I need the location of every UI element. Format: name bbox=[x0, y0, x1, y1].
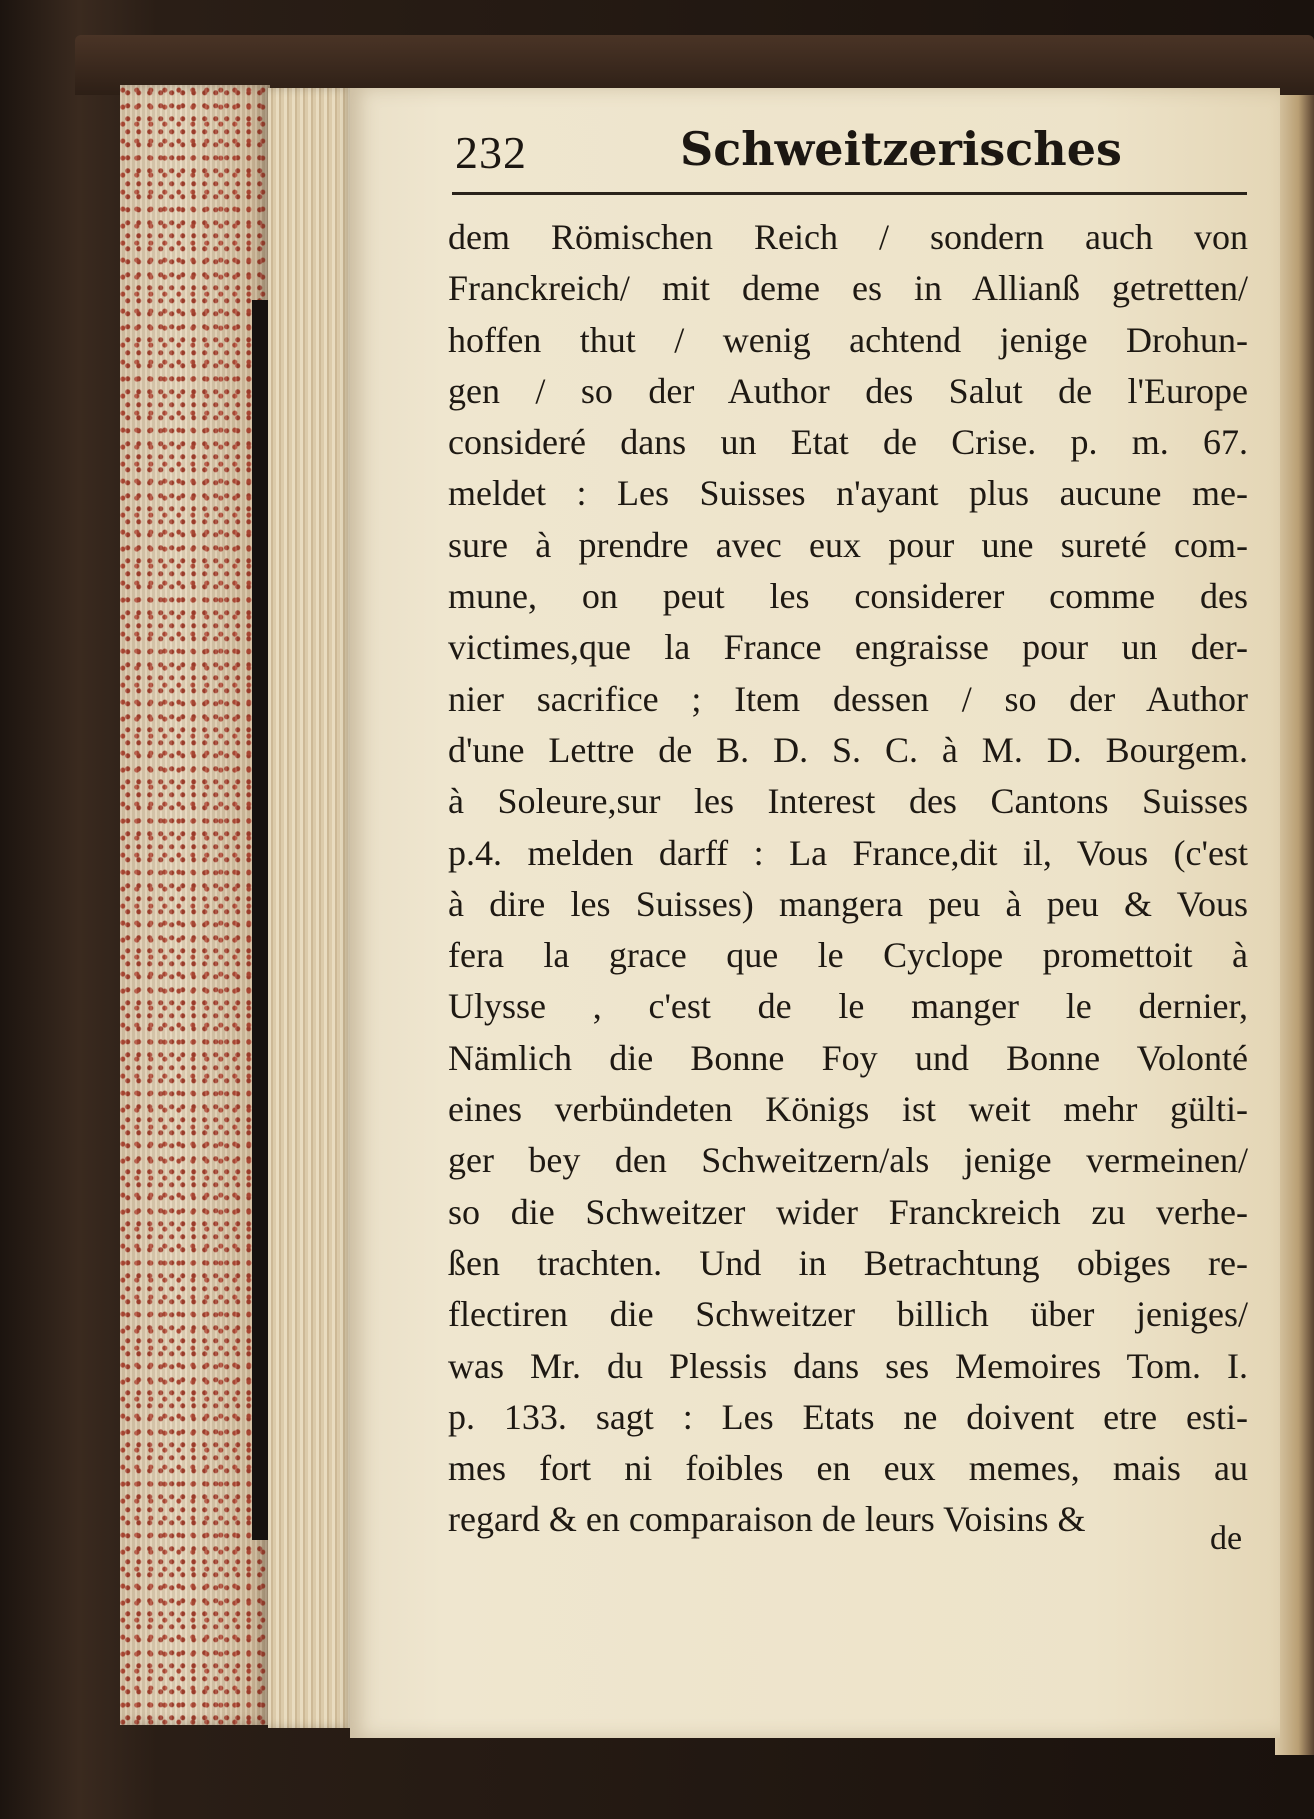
right-page-edge bbox=[1275, 95, 1314, 1755]
body-text bbox=[448, 212, 1248, 1546]
text-line: à dire les Suisses) mangera peu à peu & Vous bbox=[448, 883, 1248, 924]
text-line: fera la grace que le Cyclope promettoit à bbox=[448, 935, 1248, 976]
text-line: hoffen thut / wenig achtend jenige Drohun- bbox=[448, 319, 1248, 360]
catchword: de bbox=[1210, 1520, 1243, 1557]
header-rule bbox=[452, 192, 1247, 195]
text-line: Franckreich/ mit deme es in Allianß getretten/ bbox=[448, 268, 1248, 309]
running-head: Schweitzerisches bbox=[680, 122, 1122, 176]
text-line: p. 133. sagt : Les Etats ne doivent etre esti- bbox=[448, 1396, 1248, 1437]
text-line: Ulysse , c'est de le manger le dernier, bbox=[448, 986, 1248, 1027]
page-number: 232 bbox=[455, 127, 527, 178]
text-line: gen / so der Author des Salut de l'Europe bbox=[448, 370, 1248, 411]
text-line: flectiren die Schweitzer billich über jeniges/ bbox=[448, 1294, 1248, 1335]
text-line: mune, on peut les considerer comme des bbox=[448, 576, 1248, 617]
text-line: consideré dans un Etat de Crise. p. m. 67. bbox=[448, 422, 1248, 463]
left-page-fore-edge bbox=[120, 85, 270, 1725]
text-line: was Mr. du Plessis dans ses Memoires Tom. I. bbox=[448, 1345, 1248, 1386]
text-line: Nämlich die Bonne Foy und Bonne Volonté bbox=[448, 1037, 1248, 1078]
text-line: regard & en comparaison de leurs Voisins & bbox=[448, 1499, 1086, 1540]
text-line: dem Römischen Reich / sondern auch von bbox=[448, 217, 1248, 257]
text-line: victimes,que la France engraisse pour un der- bbox=[448, 627, 1248, 668]
text-line: p.4. melden darff : La France,dit il, Vous (c'est bbox=[448, 832, 1248, 873]
text-line: eines verbündeten Königs ist weit mehr gülti- bbox=[448, 1089, 1248, 1130]
text-line: mes fort ni foibles en eux memes, mais au bbox=[448, 1448, 1248, 1489]
text-line: ger bey den Schweitzern/als jenige vermeinen/ bbox=[448, 1140, 1248, 1181]
text-line: meldet : Les Suisses n'ayant plus aucune me- bbox=[448, 473, 1248, 514]
text-line: à Soleure,sur les Interest des Cantons Suisses bbox=[448, 781, 1248, 822]
text-line: nier sacrifice ; Item dessen / so der Author bbox=[448, 678, 1248, 719]
page-stack-edge bbox=[268, 88, 353, 1728]
text-line: so die Schweitzer wider Franckreich zu verhe- bbox=[448, 1191, 1248, 1232]
text-line: d'une Lettre de B. D. S. C. à M. D. Bourgem. bbox=[448, 729, 1248, 770]
page-header bbox=[455, 122, 1245, 186]
text-line: sure à prendre avec eux pour une sureté com- bbox=[448, 524, 1248, 565]
text-line: ßen trachten. Und in Betrachtung obiges re- bbox=[448, 1242, 1248, 1283]
